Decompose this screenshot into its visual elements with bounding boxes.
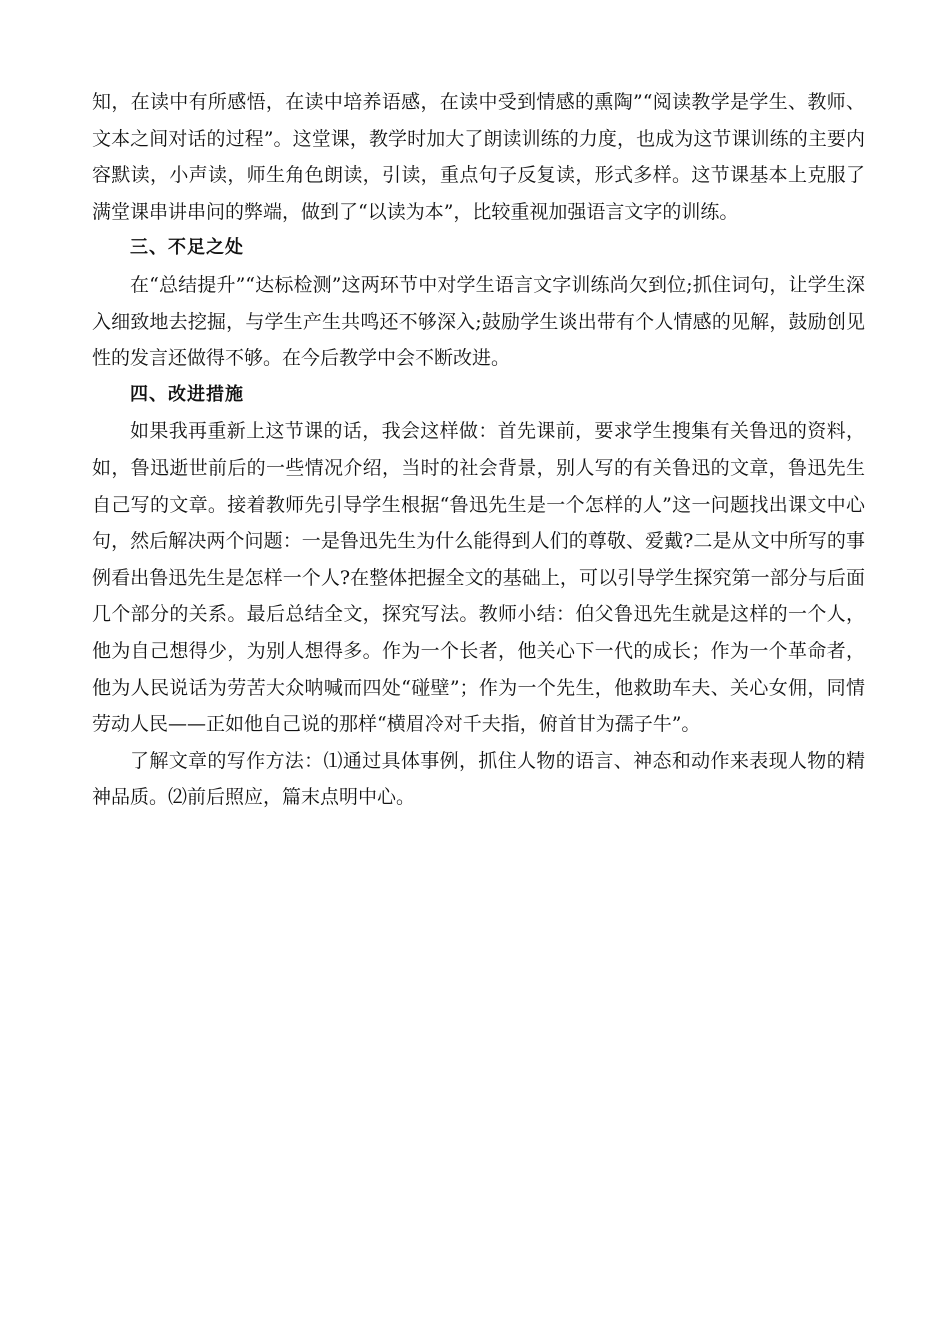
paragraph-improvements: 如果我再重新上这节课的话，我会这样做：首先课前，要求学生搜集有关鲁迅的资料，如，鲁迅逝世前后的一些情况介绍，当时的社会背景，别人写的有关鲁迅的文章，鲁迅先生自己写的文章。接着教师先引导学生根据“鲁迅先生是一个怎样的人”这一问题找出课文中心句，然后解决两个问题：一是鲁迅先生为什么能得到人们的尊敬、爱戴?二是从文中所写的事例看出鲁迅先生是怎样一个人?在整体把握全文的基础上，可以引导学生探究第一部分与后面几个部分的关系。最后总结全文，探究写法。教师小结：伯父鲁迅先生就是这样的一个人，他为自己想得少，为别人想得多。作为一个长者，他关心下一代的成长；作为一个革命者，他为人民说话为劳苦大众呐喊而四处“碰壁”；作为一个先生，他救助车夫、关心女佣，同情劳动人民——正如他自己说的那样“横眉冷对千夫指，俯首甘为孺子牛”。 bbox=[92, 420, 865, 736]
paragraph-reading-summary: 知，在读中有所感悟，在读中培养语感，在读中受到情感的熏陶”“阅读教学是学生、教师、文本之间对话的过程”。这堂课，教学时加大了朗读训练的力度，也成为这节课训练的主要内容默读，小声读，师生角色朗读，引读，重点句子反复读，形式多样。这节课基本上克服了满堂课串讲串问的弊端，做到了“以读为本”，比较重视加强语言文字的训练。 bbox=[92, 91, 865, 223]
paragraph-writing-methods: 了解文章的写作方法：⑴通过具体事例，抓住人物的语言、神态和动作来表现人物的精神品质。⑵前后照应，篇末点明中心。 bbox=[92, 749, 865, 809]
section-heading-shortcomings: 三、不足之处 bbox=[130, 237, 244, 259]
document-page bbox=[92, 84, 865, 816]
section-heading-improvements: 四、改进措施 bbox=[130, 383, 244, 405]
paragraph-shortcomings: 在“总结提升”“达标检测”这两环节中对学生语言文字训练尚欠到位;抓住词句，让学生深入细致地去挖掘，与学生产生共鸣还不够深入;鼓励学生谈出带有个人情感的见解，鼓励创见性的发言还做得不够。在今后教学中会不断改进。 bbox=[92, 273, 865, 370]
